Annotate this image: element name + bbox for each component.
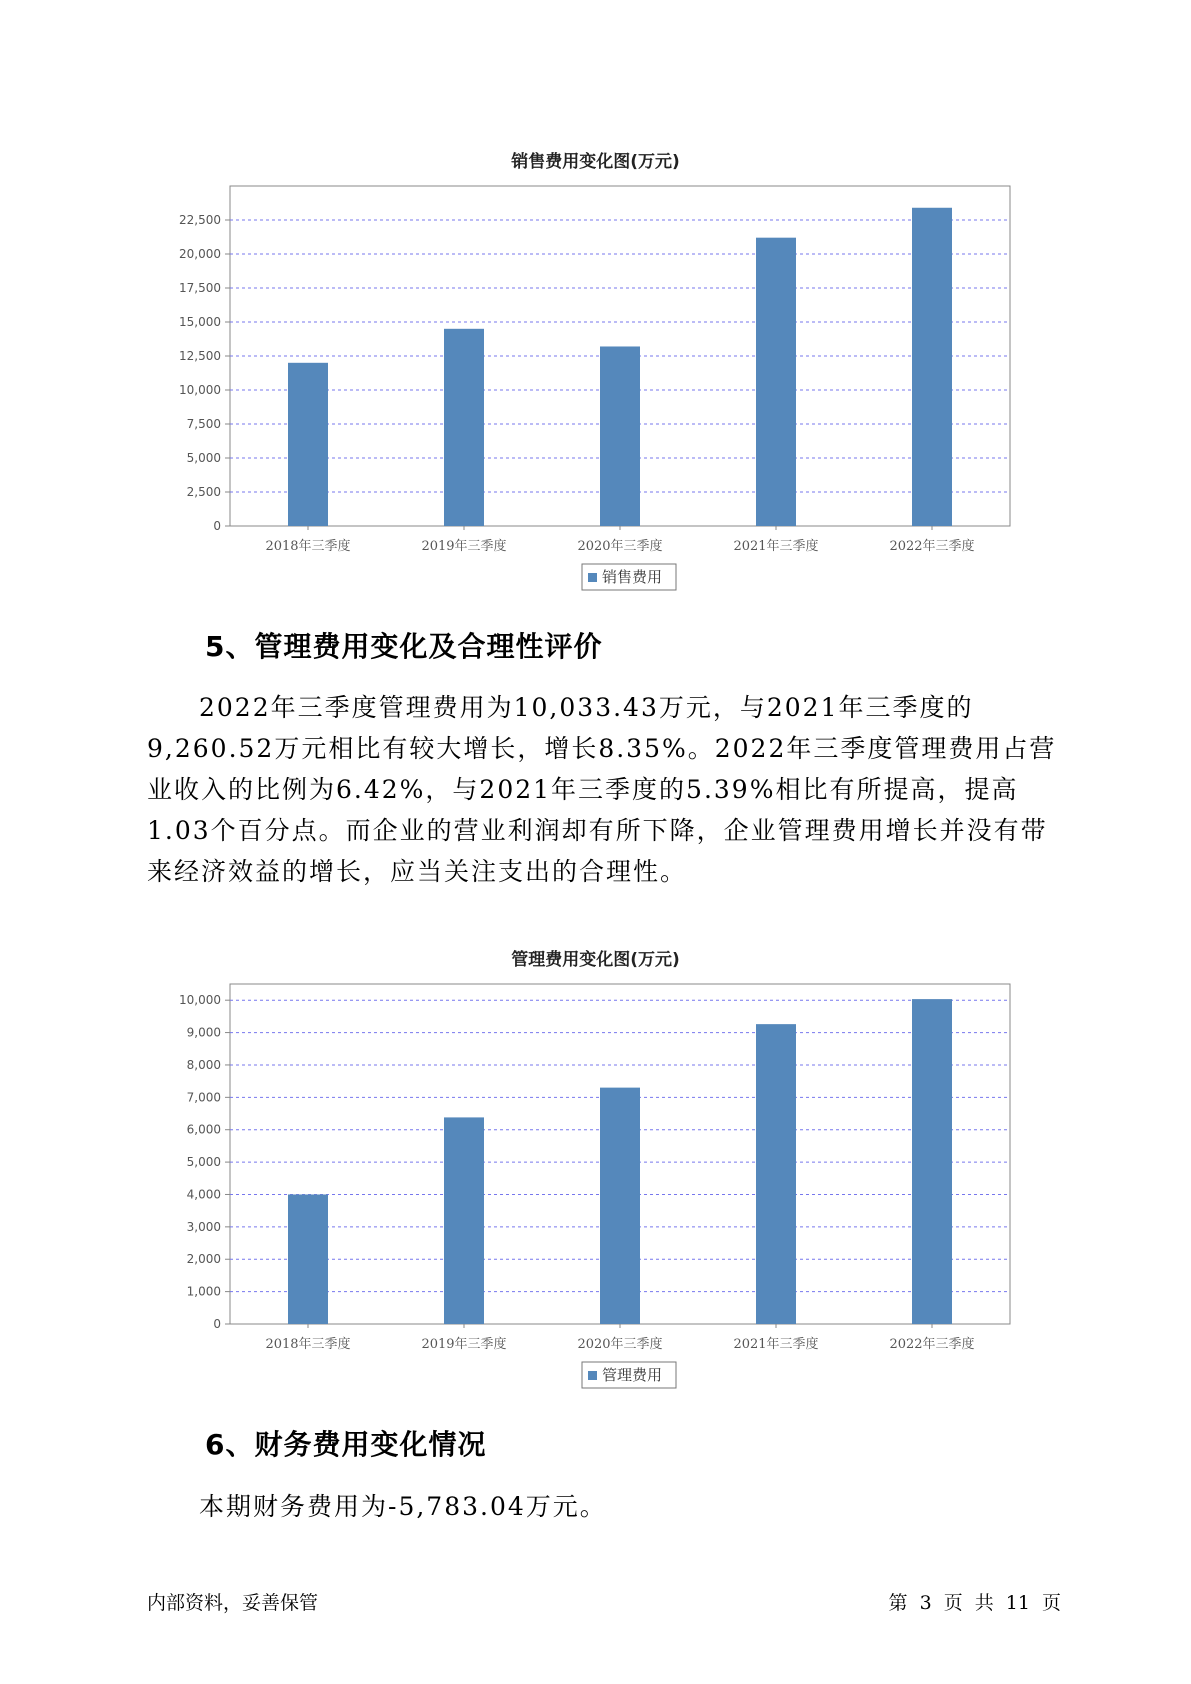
y-tick-label: 12,500 bbox=[179, 349, 221, 363]
legend-label: 销售费用 bbox=[602, 568, 663, 586]
bar bbox=[912, 208, 952, 526]
y-tick-label: 8,000 bbox=[186, 1057, 221, 1072]
y-tick-label: 5,000 bbox=[186, 451, 221, 465]
y-tick-label: 7,000 bbox=[186, 1090, 221, 1105]
section-5-paragraph bbox=[147, 687, 1067, 892]
bar bbox=[756, 238, 796, 526]
x-tick-label: 2018年三季度 bbox=[265, 1337, 351, 1352]
x-tick-label: 2021年三季度 bbox=[733, 539, 819, 554]
x-tick-label: 2022年三季度 bbox=[889, 1337, 975, 1352]
y-tick-label: 22,500 bbox=[179, 213, 221, 227]
y-tick-label: 10,000 bbox=[179, 993, 221, 1008]
legend-label: 管理费用 bbox=[602, 1366, 663, 1384]
x-tick-label: 2022年三季度 bbox=[889, 539, 975, 554]
bar bbox=[600, 1088, 640, 1324]
y-tick-label: 9,000 bbox=[186, 1025, 221, 1040]
legend-swatch bbox=[588, 573, 597, 582]
sales-expense-chart bbox=[150, 180, 1030, 620]
footer-page-number: 第 3 页 共 11 页 bbox=[888, 1592, 1061, 1614]
y-tick-label: 6,000 bbox=[186, 1122, 221, 1137]
x-tick-label: 2018年三季度 bbox=[265, 539, 351, 554]
x-tick-label: 2019年三季度 bbox=[421, 539, 507, 554]
legend-swatch bbox=[588, 1371, 597, 1380]
section-5-text: 2022年三季度管理费用为10,033.43万元，与2021年三季度的9,260.52万元相比有较大增长，增长8.35%。2022年三季度管理费用占营业收入的比例为6.42%，与2021年三季度的5.39%相比有所提高，提高1.03个百分点。而企业的营业利润却有所下降，企业管理费用增长并没有带来经济效益的增长，应当关注支出的合理性。 bbox=[147, 693, 1057, 886]
bar bbox=[288, 1194, 328, 1324]
y-tick-label: 0 bbox=[213, 1317, 221, 1331]
section-6-paragraph bbox=[147, 1486, 1067, 1527]
y-tick-label: 2,500 bbox=[186, 485, 221, 499]
x-tick-label: 2020年三季度 bbox=[577, 1337, 663, 1352]
y-tick-label: 7,500 bbox=[186, 417, 221, 431]
y-tick-label: 0 bbox=[213, 519, 221, 533]
footer-confidential-note: 内部资料，妥善保管 bbox=[147, 1592, 319, 1614]
bar bbox=[756, 1024, 796, 1324]
y-tick-label: 15,000 bbox=[179, 315, 221, 329]
x-tick-label: 2021年三季度 bbox=[733, 1337, 819, 1352]
bar bbox=[600, 346, 640, 526]
x-tick-label: 2020年三季度 bbox=[577, 539, 663, 554]
bar bbox=[444, 1117, 484, 1324]
y-tick-label: 4,000 bbox=[186, 1187, 221, 1202]
section-6-text: 本期财务费用为-5,783.04万元。 bbox=[199, 1492, 607, 1521]
section-5-heading: 5、管理费用变化及合理性评价 bbox=[205, 630, 603, 663]
y-tick-label: 2,000 bbox=[186, 1252, 221, 1267]
bar bbox=[444, 329, 484, 526]
section-6-heading: 6、财务费用变化情况 bbox=[205, 1428, 487, 1461]
y-tick-label: 5,000 bbox=[186, 1155, 221, 1170]
x-tick-label: 2019年三季度 bbox=[421, 1337, 507, 1352]
bar bbox=[912, 999, 952, 1324]
y-tick-label: 17,500 bbox=[179, 281, 221, 295]
y-tick-label: 20,000 bbox=[179, 247, 221, 261]
y-tick-label: 1,000 bbox=[186, 1284, 221, 1299]
admin-expense-chart bbox=[150, 978, 1030, 1418]
bar bbox=[288, 363, 328, 526]
y-tick-label: 3,000 bbox=[186, 1219, 221, 1234]
admin-expense-chart-title: 管理费用变化图(万元) bbox=[511, 950, 680, 970]
sales-expense-chart-title: 销售费用变化图(万元) bbox=[511, 152, 680, 172]
y-tick-label: 10,000 bbox=[179, 383, 221, 397]
